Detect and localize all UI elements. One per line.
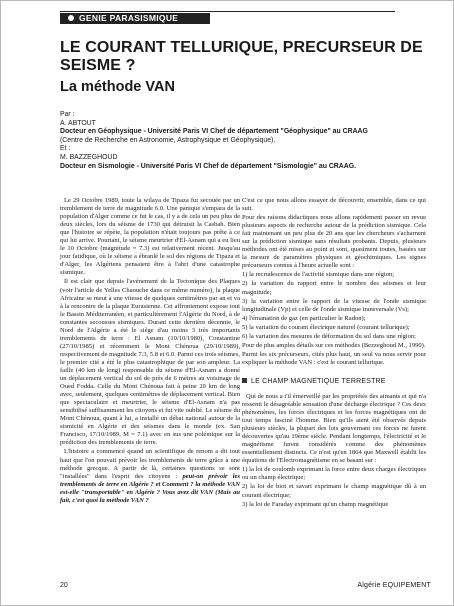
author-1-title: Docteur en Géophysique - Université Paris VI Chef de département "Géophysique" au CRAAG — [60, 128, 368, 136]
paragraph: Il est clair que depuis l'avènement de la Tectonique des Plaques (voir l'article de Yelles Chaouche dans ce même numéro), la plaque Africaine se meut à une vitesse de quelques centimètres par an et va à la rencontre de la plaque Eurasienne. Cet affrontement expose tout le Bassin Méditerranéen, et particulièrement l'Algérie du Nord, à de constantes secousses sismiques. Durant cette dernière décennie, le Nord de l'Algérie a été le siège d'au moins 3 très importants tremblements de terre : El Asnam (10/10/1980), Constantine (27/10/1985) et récemment le Mont Chénoua (29/10/1989), respectivement de magnitude 7.3, 5.8 et 6.0. Parmi ces trois séismes, le premier cité a été le plus catastrophique de par son ampleur. La faille (40 km de long) responsable du séisme d'El-Asnam a donné un déplacement vertical du sol de près de 6 mètres au voisinage de Oued Fodda. Celle du Mont Chénoua fait à peine 20 km de long avec, seulement, quelques centimètres de déplacement vertical. Bien que spectaculaire et meurtrier, le séisme d'El-Asnam n'a pas sensibilisé suffisamment les citoyens et fut vite oublié. Le séisme du Mont Chénoua, quant à lui, a installé un débat national autour de la sismicité en Algérie et des séismes dans le monde (ex. San Francisco, 17/10/1989, M = 7.1) avec en sus une polémique sur la prédiction des tremblements de terre. — [60, 278, 240, 447]
paragraph: Qui de nous a t'il émerveillé par les propriétés des aimants et qui n'a ressenti le désagréable sensation d'une décharge électrique ? Ces deux phénomènes, les forces électriques et les forces magnétiques ont de tout temps fasciné l'homme. Bien qu'ils aient été observés depuis plusieurs siècles, la plupart des lois gouvernant ces forces ne furent découvertes qu'au 19ème siècle. Pendant longtemps, l'électricité et le magnétisme furent considérés comme des phénomènes essentiellement distincts. Ce n'est qu'en 1864 que Maxwell établit les équations de l'Electromagnétisme en se basant sur : — [242, 392, 426, 465]
list-item: 3) la loi de Faraday exprimant qu'un champ magnétique — [242, 500, 389, 508]
rubric-bar — [60, 13, 210, 24]
list-item: 1) la loi de coulomb exprimant la force entre deux charges électriques ou un champ électrique; — [242, 466, 426, 482]
authors-et: Et : — [60, 145, 71, 153]
paragraph: Le 29 Octobre 1989, toute la wilaya de Tipaza fut secouée par un tremblement de terre de magnitude 6.0. Une panique s'empara de la population d'Alger comme ce fut le cas, il y a de cela un peu plus de deux siècles, lors du séisme de 1730 qui détruisit la Casbah. Bien que l'histoire se répète, la population n'était toujours pas prête à ce qui lui arrive. Pourtant, le séisme meurtrier d'El-Asnam qui a eu lieu le 10 Octobre (magnitude = 7.3) est relativement récent. Jusqu'au jour fatidique, où le séisme a ébranlé le sol des régions de Tipaza et d'Alger, les Algériens pensaient être à l'abri d'une catastrophe sismique. — [60, 197, 240, 277]
paragraph — [60, 448, 240, 504]
bullet-icon — [68, 15, 74, 21]
paragraph-italic: peut-on prévoir les tremblements de terre en Algérie ? et Comment ? la méthode VAN est-elle "transportable" en Algérie ? Vous avez dit VAN (Mais au fait, c'est quoi la méthode VAN ? — [60, 472, 240, 504]
list-item: 5) la variation du courant électrique naturel (courant tellurique); — [242, 323, 410, 331]
authors-par: Par : — [60, 111, 75, 118]
list-item: 2) la loi de biot et savart exprimant le champ magnétique dû à un courant électrique; — [242, 483, 426, 499]
list-item: 6) la variation des mesures de déformation du sol dans une région; — [242, 332, 416, 340]
article-title: LE COURANT TELLURIQUE, PRECURSEUR DE SEISME ? — [60, 39, 423, 74]
list-item: 3) la variation entre le rapport de la vitesse de l'onde sismique longitudinale (Vp) et celle de l'onde sismique transversale (Vs); — [242, 297, 426, 313]
page-number: 20 — [60, 582, 68, 589]
section-heading — [242, 377, 426, 386]
list-item: 1) la recrudescence de l'activité sismique dans une région; — [242, 271, 395, 279]
section-rubric — [60, 11, 395, 24]
author-2-title: Docteur en Sismologie - Université Paris VI Chef de département "Sismologie" au CRAAG. — [60, 162, 357, 170]
article-subtitle: La méthode VAN — [60, 79, 175, 95]
list-item: 4) l'émanation de gaz (en particulier le Radon); — [242, 314, 366, 322]
paragraph: Pour de plus amples détails sur ces méthodes (Bezzeghoud M., 1990). — [242, 341, 426, 349]
rubric-label: GENIE PARASISMIQUE — [79, 13, 179, 23]
square-bullet-icon — [242, 378, 247, 383]
author-1-center: (Centre de Recherche en Astronomie, Astrophysique et Géophysique). — [60, 136, 276, 144]
paragraph: Pour des raisons didactiques nous allons rapidement passer en revue plusieurs aspects de recherche autour de la prédiction sismique. Cela fait maintenant un peu plus de 20 ans que les chercheurs s'acharnent sur la prédiction sismique sans résultats probants. Depuis, plusieurs méthodes ont été mises au point et sont, quasiment toutes, basées sur la mesure de paramètres physiques et géochimiques. Les signes précurseurs connus à l'heure actuelle sont : — [242, 214, 426, 270]
list-item: 2) la variation du rapport entre le nombre des séismes et leur magnitude; — [242, 280, 426, 296]
author-1-name: A. ABTOUT — [60, 119, 96, 127]
magazine-name: Algérie EQUIPEMENT — [357, 582, 431, 589]
page-footer — [60, 582, 431, 594]
left-column — [60, 197, 240, 506]
author-block — [60, 111, 440, 171]
author-2-name: M. BAZZEGHOUD — [60, 153, 118, 161]
paragraph: Parmi les six précurseurs, cités plus haut, un seul va nous servir pour expliquer la méthode VAN : c'est le courant tellurique. — [242, 350, 426, 366]
paragraph: C'est ce que nous allons essayer de découvrir, ensemble, dans ce qui suit. — [242, 197, 426, 213]
section-heading-text: LE CHAMP MAGNETIQUE TERRESTRE — [251, 377, 386, 385]
right-column — [242, 197, 426, 510]
paragraph-text: L'histoire a commencé quand un scientifique de renom a dit tout haut que l'on pouvait prévoir les tremblements de terre grâce à une méthode grecque. A partir de là, certaines questions se sont "installées" dans l'esprit des citoyens : — [60, 448, 240, 480]
